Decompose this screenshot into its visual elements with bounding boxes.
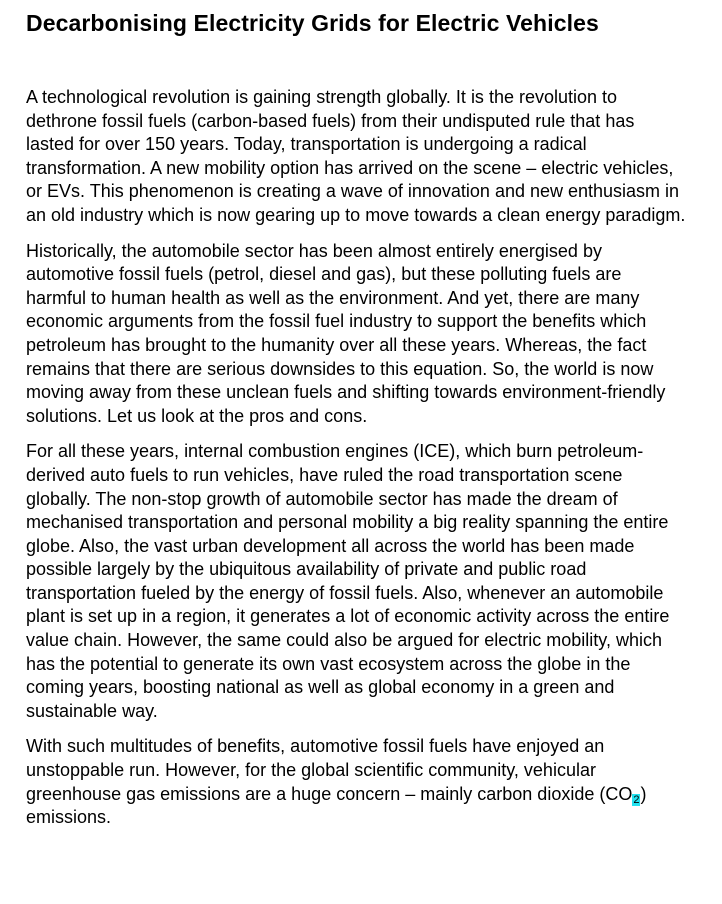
paragraph-1: A technological revolution is gaining strength globally. It is the revolution to dethrone fossil fuels (carbon-based fuels) from their undisputed rule that has lasted for over 150 years. Today, transportation is undergoing a radical transformation. A new mobility option has arrived on the scene – electric vehicles, or EVs. This phenomenon is creating a wave of innovation and new enthusiasm in an old industry which is now gearing up to move towards a clean energy paradigm. <box>26 87 686 225</box>
article-body <box>26 86 686 830</box>
paragraph-4-tail: ) emissions. <box>26 783 647 828</box>
paragraph-4 <box>26 735 686 829</box>
paragraph-3: For all these years, internal combustion engines (ICE), which burn petroleum-derived auto fuels to run vehicles, have ruled the road transportation scene globally. The non-stop growth of automobile sector has made the dream of mechanised transportation and personal mobility a big reality spanning the entire globe. Also, the vast urban development all across the world has been made possible largely by the ubiquitous availability of private and public road transportation fueled by the energy of fossil fuels. Also, whenever an automobile plant is set up in a region, it generates a lot of economic activity across the entire value chain. However, the same could also be argued for electric mobility, which has the potential to generate its own vast ecosystem across the globe in the coming years, boosting national as well as global economy in a green and sustainable way. <box>26 441 670 721</box>
co2-subscript-highlighted: 2 <box>633 793 640 806</box>
document-page <box>26 0 686 842</box>
paragraph-2: Historically, the automobile sector has been almost entirely energised by automotive fossil fuels (petrol, diesel and gas), but these polluting fuels are harmful to human health as well as the environment. And yet, there are many economic arguments from the fossil fuel industry to support the benefits which petroleum has brought to the humanity over all these years. Whereas, the fact remains that there are serious downsides to this equation. So, the world is now moving away from these unclean fuels and shifting towards environment-friendly solutions. Let us look at the pros and cons. <box>26 240 666 426</box>
paragraph-4-text: With such multitudes of benefits, automotive fossil fuels have enjoyed an unstoppable run. However, for the global scientific community, vehicular greenhouse gas emissions are a huge concern – mainly carbon dioxide (CO <box>26 736 633 804</box>
page-title: Decarbonising Electricity Grids for Electric Vehicles <box>26 10 599 36</box>
